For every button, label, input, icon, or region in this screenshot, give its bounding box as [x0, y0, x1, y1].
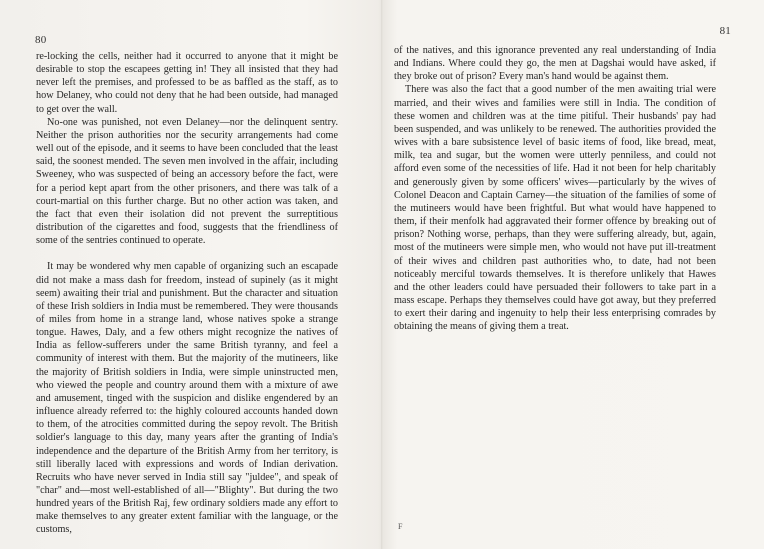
page-number-left: 80: [35, 34, 47, 46]
paragraph: It may be wondered why men capable of organizing such an escapade did not make a mass dash for freedom, instead of supinely (as it might seem) awaiting their trial and punishment. But the character and situation of these Irish soldiers in India must be remembered. They were thousands of miles from home in a strange land, whose natives spoke a strange tongue. Hawes, Daly, and a few others might recognize the natives of India as fellow-sufferers under the same British tyranny, and feel a community of interest with them. But the majority of the mutineers, like the majority of British soldiers in India, were simple uninstructed men, who viewed the people and country around them with a mixture of awe and amusement, tinged with the suspicion and dislike engendered by an influence already referred to: the highly coloured accounts handed down to them, of the atrocities committed during the sepoy revolt. The British soldier's language to this day, many years after the granting of India's independence and the departure of the British Army from her territory, is still liberally laced with expressions and words of Indian derivation. Recruits who have never served in India still say "juldee", and speak of "char" and—most well-established of all—"Blighty". But during the two hundred years of the British Raj, few ordinary soldiers made any effort to make themselves to any greater extent familiar with the language, or the customs,: [36, 261, 338, 536]
page-number-right: 81: [719, 25, 731, 37]
paragraph: re-locking the cells, neither had it occurred to anyone that it might be desirable to stop the escapees getting in! They all insisted that they had never left the premises, and professed to be as baffled as the staff, as to how Delaney, who could not deny that he had been outside, had managed to get over the wall.: [36, 51, 338, 115]
left-page-text: [36, 50, 338, 537]
right-page-text: [394, 44, 716, 333]
paragraph: No-one was punished, not even Delaney—nor the delinquent sentry. Neither the prison authorities nor the security arrangements had come well out of the episode, and it seems to have been concluded that the least said, the soonest mended. The seven men involved in the affair, including Sweeney, who was suspected of being an accessory before the fact, were for a period kept apart from the other prisoners, and there was talk of a court-martial on this further charge. But no other action was taken, and the fact that even their isolation did not prevent the surreptitious distribution of the cigarettes and food, suggests that the friendliness of some of the sentries continued to operate.: [36, 116, 338, 247]
signature-mark: F: [398, 522, 403, 531]
paragraph: of the natives, and this ignorance prevented any real understanding of India and Indians. Where could they go, the men at Dagshai would have asked, if they broke out of prison? Every man's hand would be against them.: [394, 45, 716, 83]
right-page: [382, 0, 764, 549]
paragraph: There was also the fact that a good number of the men awaiting trial were married, and their wives and families were still in India. The condition of these women and children was at the time pitiful. Their husbands' pay had been suspended, and was unlikely to be renewed. The authorities provided the wives with a bare subsistence level of basic items of food, like bread, meat, milk, tea and sugar, but the women were utterly penniless, and could not afford even some of the necessities of life. Had it not been for help charitably and generously given by some officers' wives—particularly by the wives of Colonel Deacon and Captain Carney—the situation of the families of some of the mutineers would have been frightful. But what would have happened to them, if their menfolk had aggravated their former offence by breaking out of prison? Nothing worse, perhaps, than they were suffering already, but, again, most of the mutineers were simple men, who would not have put ill-treatment of their wives and children past authorities who, to date, had not been noticeably merciful towards themselves. It is therefore unlikely that Hawes and the other leaders could have persuaded their followers to take part in a mass escape. Perhaps they themselves could have got away, but they preferred to exert their daring and ingenuity to help their less enterprising comrades by obtaining the means of giving them a treat.: [394, 84, 716, 333]
